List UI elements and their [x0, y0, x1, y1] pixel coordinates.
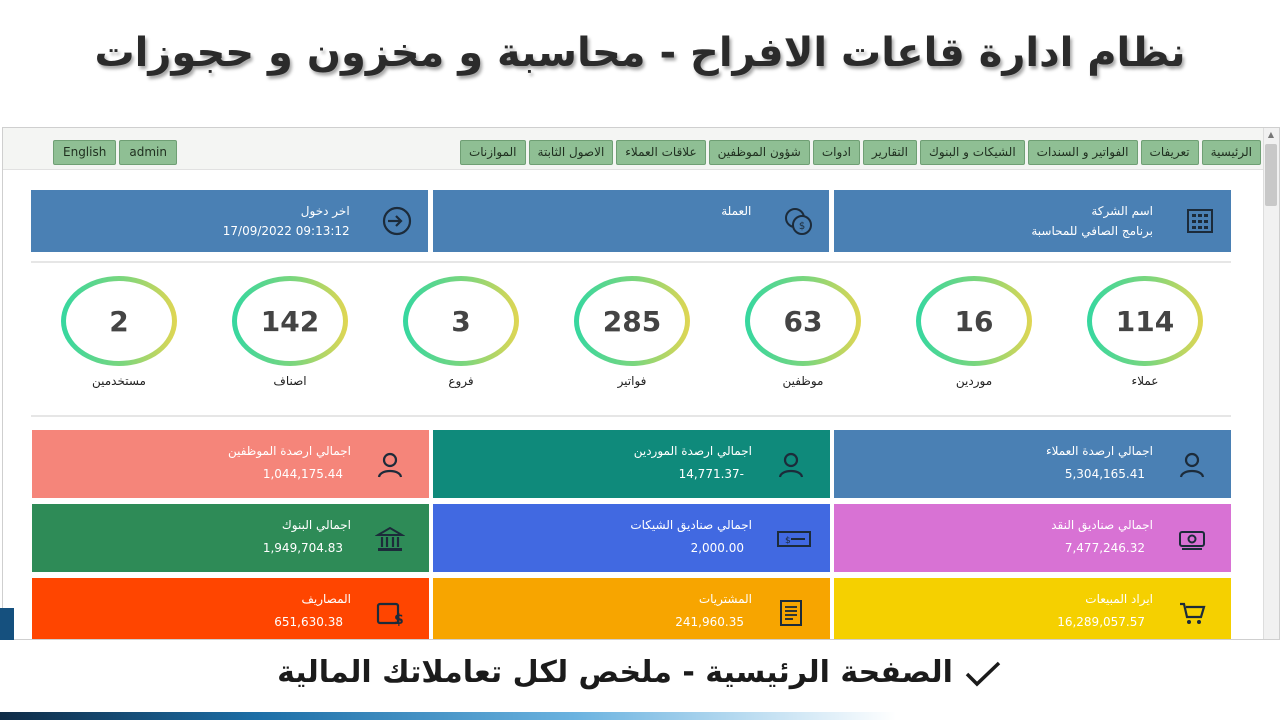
stat-ring — [916, 276, 1032, 366]
card-value: 16,289,057.57 — [1057, 615, 1145, 629]
card-value: 1,044,175.44 — [262, 467, 343, 481]
scroll-up-arrow-icon[interactable]: ▲ — [1267, 130, 1275, 139]
menu-item-crm[interactable]: علاقات العملاء — [616, 140, 705, 165]
stat-employees[interactable] — [741, 274, 865, 394]
menu-item-home[interactable]: الرئيسية — [1202, 140, 1261, 165]
stat-ring — [574, 276, 690, 366]
card-label: المصاريف — [301, 592, 351, 606]
language-button[interactable]: English — [53, 140, 116, 165]
info-row — [31, 190, 1231, 252]
last-login-card — [31, 190, 428, 252]
coins-icon — [781, 204, 815, 238]
stat-label: عملاء — [1131, 374, 1159, 388]
card-value: 7,477,246.32 — [1064, 541, 1145, 555]
stat-ring — [745, 276, 861, 366]
stat-suppliers[interactable] — [912, 274, 1036, 394]
stat-ring — [403, 276, 519, 366]
card-expenses[interactable] — [32, 578, 429, 640]
stat-label: مستخدمين — [92, 374, 146, 388]
card-label: اجمالي ارصدة الموظفين — [227, 444, 351, 458]
caption — [0, 655, 1280, 690]
divider — [31, 261, 1231, 263]
menu-item-checks-banks[interactable]: الشيكات و البنوك — [920, 140, 1025, 165]
menu-item-invoices-vouchers[interactable]: الفواتير و السندات — [1028, 140, 1138, 165]
stat-customers[interactable] — [1083, 274, 1207, 394]
stat-ring — [232, 276, 348, 366]
wallet-icon — [375, 598, 405, 628]
user-icon — [776, 450, 806, 480]
menu-item-fixed-assets[interactable]: الاصول الثابتة — [529, 140, 614, 165]
stat-value: 3 — [451, 304, 471, 338]
menu-item-hr[interactable]: شؤون الموظفين — [709, 140, 810, 165]
user-controls — [53, 140, 177, 165]
card-cash-boxes[interactable] — [834, 504, 1231, 572]
card-customers-balance[interactable] — [834, 430, 1231, 498]
card-label: ايراد المبيعات — [1085, 592, 1153, 606]
stat-label: فواتير — [617, 374, 647, 388]
card-banks[interactable] — [32, 504, 429, 572]
checkmark-icon — [963, 659, 1003, 689]
menu-item-reports[interactable]: التقارير — [863, 140, 917, 165]
stat-value: 114 — [1115, 304, 1175, 338]
stats-row — [31, 274, 1231, 394]
last-login-value: 09:13:12 17/09/2022 — [222, 224, 350, 238]
stat-ring — [1087, 276, 1203, 366]
building-icon — [1183, 204, 1217, 238]
card-label: اجمالي صناديق الشيكات — [630, 518, 752, 532]
app-window — [2, 127, 1280, 640]
currency-label: العملة — [721, 204, 752, 218]
company-label: اسم الشركة — [1091, 204, 1153, 218]
user-icon — [1177, 450, 1207, 480]
company-value: برنامج الصافي للمحاسبة — [1031, 224, 1153, 238]
stat-users[interactable] — [57, 274, 181, 394]
card-check-boxes[interactable] — [433, 504, 830, 572]
svg-text:$: $ — [799, 221, 806, 232]
stat-branches[interactable] — [399, 274, 523, 394]
divider — [31, 415, 1231, 417]
footer-strip — [0, 712, 1280, 720]
card-purchases[interactable] — [433, 578, 830, 640]
stat-value: 63 — [783, 304, 823, 338]
card-value: 14,771.37- — [678, 467, 744, 481]
slide-title: نظام ادارة قاعات الافراح - محاسبة و مخزون و حجوزات — [94, 30, 1186, 76]
stat-label: موردين — [955, 374, 993, 388]
card-value: 5,304,165.41 — [1064, 467, 1145, 481]
card-sales-revenue[interactable] — [834, 578, 1231, 640]
menu-item-budgets[interactable]: الموازنات — [460, 140, 526, 165]
card-employees-balance[interactable] — [32, 430, 429, 498]
card-label: اجمالي ارصدة الموردين — [633, 444, 752, 458]
company-card — [834, 190, 1231, 252]
card-value: 241,960.35 — [675, 615, 744, 629]
login-icon — [380, 204, 414, 238]
stat-value: 142 — [260, 304, 320, 338]
svg-text:$: $ — [394, 612, 404, 628]
top-nav-bar — [3, 128, 1265, 170]
last-login-label: اخر دخول — [300, 204, 350, 218]
caption-text: الصفحة الرئيسية - ملخص لكل تعاملاتك المالية — [277, 655, 953, 690]
menu-item-definitions[interactable]: تعريفات — [1141, 140, 1199, 165]
card-suppliers-balance[interactable] — [433, 430, 830, 498]
scroll-thumb[interactable] — [1265, 144, 1277, 206]
card-label: اجمالي صناديق النقد — [1051, 518, 1153, 532]
cart-icon — [1177, 598, 1207, 628]
currency-card — [433, 190, 830, 252]
card-value: 1,949,704.83 — [262, 541, 343, 555]
menu-item-tools[interactable]: ادوات — [813, 140, 860, 165]
stat-label: اصناف — [273, 374, 307, 388]
stat-label: فروع — [448, 374, 474, 388]
stat-ring — [61, 276, 177, 366]
user-button[interactable]: admin — [119, 140, 177, 165]
cash-icon — [1177, 524, 1207, 554]
stat-value: 285 — [602, 304, 662, 338]
main-menu — [460, 140, 1261, 165]
card-label: اجمالي البنوك — [281, 518, 351, 532]
app-content — [3, 128, 1265, 640]
user-icon — [375, 450, 405, 480]
check-icon — [776, 524, 812, 554]
receipt-icon — [776, 598, 806, 628]
vertical-scrollbar[interactable] — [1263, 128, 1279, 640]
stat-invoices[interactable] — [570, 274, 694, 394]
bank-icon — [375, 524, 405, 554]
card-label: اجمالي ارصدة العملاء — [1045, 444, 1153, 458]
card-label: المشتريات — [698, 592, 752, 606]
stat-label: موظفين — [782, 374, 824, 388]
stat-items[interactable] — [228, 274, 352, 394]
stat-value: 2 — [109, 304, 129, 338]
svg-text:$: $ — [785, 536, 791, 546]
card-value: 2,000.00 — [690, 541, 744, 555]
card-value: 651,630.38 — [274, 615, 343, 629]
stat-value: 16 — [954, 304, 994, 338]
